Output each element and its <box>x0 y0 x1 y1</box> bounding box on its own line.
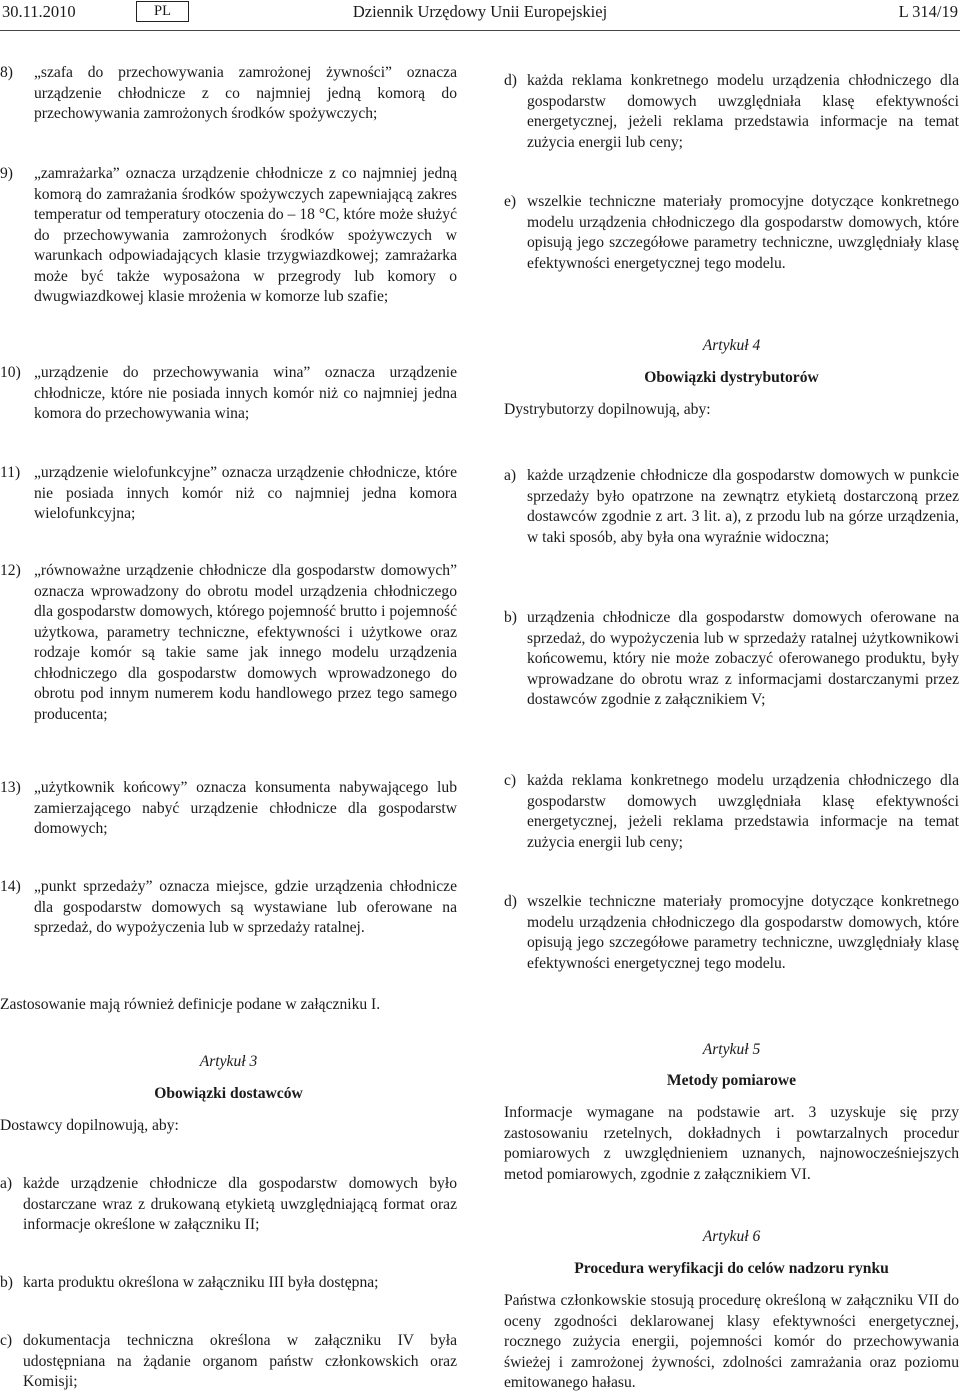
definition-13 <box>0 778 457 840</box>
point-letter: b) <box>0 1274 13 1291</box>
definition-number: 13) <box>0 779 21 796</box>
definition-number: 9) <box>0 165 13 182</box>
article-4-point-a <box>504 466 959 548</box>
definition-text: „punkt sprzedaży” oznacza miejsce, gdzie urządzenia chłodnicze dla gospodarstw domowych są wystawiane lub oferowane na sprzedaż, do wypożyczenia lub w sprzedaży ratalnej. <box>34 878 457 936</box>
definition-text: „urządzenie wielofunkcyjne” oznacza urządzenie chłodnicze, które nie posiada innych komór niż co najmniej jedna komora wielofunkcyjna; <box>34 464 457 522</box>
definition-9 <box>0 164 457 308</box>
article-6-text: Państwa członkowskie stosują procedurę określoną w załączniku VII do oceny zgodności deklarowanej klasy efektywności energetycznej, rocznego zużycia energii, pojemności komór do przechowywania świeżej i zamrożonej żywności, zdolności zamrażania oraz poziomu emitowanego hałasu. <box>504 1292 959 1391</box>
definition-number: 14) <box>0 878 21 895</box>
header-rule <box>0 30 960 31</box>
definition-number: 8) <box>0 64 13 81</box>
point-letter: d) <box>504 893 517 910</box>
article-3-point-b <box>0 1273 457 1294</box>
point-letter: e) <box>504 193 517 210</box>
definition-8 <box>0 63 457 125</box>
article-3-point-c <box>0 1331 457 1393</box>
definition-text: „urządzenie do przechowywania wina” oznacza urządzenie chłodnicze, które nie posiada innych komór niż co najmniej jedna komora do przechowywania wina; <box>34 364 457 422</box>
article-3-label: Artykuł 3 <box>199 1053 258 1070</box>
definition-11 <box>0 463 457 525</box>
definition-text: „szafa do przechowywania zamrożonej żywności” oznacza urządzenie chłodnicze z co najmniej jedną komorą do przechowywania zamrożonych środków spożywczych; <box>34 64 457 122</box>
definition-number: 10) <box>0 364 21 381</box>
article-6-label: Artykuł 6 <box>702 1228 761 1245</box>
point-text: każde urządzenie chłodnicze dla gospodarstw domowych było dostarczane wraz z drukowaną etykietą uwzględniającą format oraz informacje określone w załączniku II; <box>23 1175 457 1233</box>
article-4-point-b <box>504 608 959 711</box>
article-3-title: Obowiązki dostawców <box>154 1085 303 1102</box>
point-text: wszelkie techniczne materiały promocyjne dotyczące konkretnego modelu urządzenia chłodniczego dla gospodarstw domowych, które opisują jego szczegółowe parametry techniczne, uwzględniały klasę efektywności energetycznej tego modelu. <box>527 893 959 972</box>
point-letter: a) <box>0 1175 13 1192</box>
article-5-text: Informacje wymagane na podstawie art. 3 uzyskuje się przy zastosowaniu rzetelnych, dokładnych i powtarzalnych procedur pomiarowych z uwzględnieniem uznanych, najnowocześniejszych metod pomiarowych, zgodnie z załącznikiem VI. <box>504 1104 959 1183</box>
point-text: dokumentacja techniczna określona w załączniku IV była udostępniana na żądanie organom państw członkowskich oraz Komisji; <box>23 1332 457 1390</box>
point-text: każda reklama konkretnego modelu urządzenia chłodniczego dla gospodarstw domowych uwzględniała klasę efektywności energetycznej, jeżeli reklama przedstawia informacje na temat zużycia energii lub ceny; <box>527 772 959 851</box>
point-letter: b) <box>504 609 517 626</box>
article-3-point-d <box>504 71 959 153</box>
article-4-label: Artykuł 4 <box>702 337 761 354</box>
header-language-box: PL <box>136 1 189 22</box>
article-3-point-a <box>0 1174 457 1236</box>
definition-14 <box>0 877 457 939</box>
article-4-point-c <box>504 771 959 853</box>
header-page-number: L 314/19 <box>898 2 958 21</box>
point-letter: c) <box>0 1332 13 1349</box>
point-text: każde urządzenie chłodnicze dla gospodarstw domowych w punkcie sprzedaży było opatrzone na zewnątrz etykietą dostarczoną przez dostawców zgodnie z art. 3 lit. a), z przodu lub na górze urządzenia, w taki sposób, aby była ona wyraźnie widoczna; <box>527 467 959 546</box>
point-text: urządzenia chłodnicze dla gospodarstw domowych oferowane na sprzedaż, do wypożyczenia lub w sprzedaży ratalnej użytkownikowi końcowemu, który nie może zobaczyć oferowanego produktu, były wprowadzane do obrotu wraz z informacjami dostarczanymi przez dostawców zgodnie z załącznikiem V; <box>527 609 959 708</box>
definition-text: „zamrażarka” oznacza urządzenie chłodnicze z co najmniej jedną komorą do zamrażania środków spożywczych zapewniającą zakres temperatur od temperatury otoczenia do – 18 °C, które może służyć do przechowywania zamrożonych środków spożywczych w warunkach odpowiadających klasie trzygwiazdkowej; zamrażarka może być także wyposażona w przegrody lub komory o dwugwiazdkowej klasie mrożenia w komorze lub szafie; <box>34 165 457 305</box>
article-5-label: Artykuł 5 <box>702 1041 761 1058</box>
point-letter: c) <box>504 772 517 789</box>
point-letter: d) <box>504 72 517 89</box>
article-5-title: Metody pomiarowe <box>666 1072 797 1089</box>
definition-12 <box>0 561 457 725</box>
point-text: każda reklama konkretnego modelu urządzenia chłodniczego dla gospodarstw domowych uwzględniała klasę efektywności energetycznej, jeżeli reklama przedstawia informacje na temat zużycia energii lub ceny; <box>527 72 959 151</box>
definition-text: „użytkownik końcowy” oznacza konsumenta nabywającego lub zamierzającego nabyć urządzenie chłodnicze dla gospodarstw domowych; <box>34 779 457 837</box>
definition-number: 11) <box>0 464 21 481</box>
definition-10 <box>0 363 457 425</box>
article-4-point-d <box>504 892 959 974</box>
page-header <box>0 0 960 32</box>
article-3-point-e <box>504 192 959 274</box>
article-4-title: Obowiązki dystrybutorów <box>644 369 819 386</box>
definition-text: „równoważne urządzenie chłodnicze dla gospodarstw domowych” oznacza wprowadzony do obrotu model urządzenia chłodniczego dla gospodarstw domowych, którego pojemność brutto i pojemność użytkowa, parametry techniczne, efektywności i użytkowe oraz rodzaje komór są takie same jak innego modelu urządzenia chłodniczego dla gospodarstw domowych wprowadzonego do obrotu pod innym numerem kodu handlowego przez tego samego producenta; <box>34 562 457 723</box>
article-4-intro: Dystrybutorzy dopilnowują, aby: <box>504 401 711 418</box>
header-date: 30.11.2010 <box>2 2 76 21</box>
point-letter: a) <box>504 467 517 484</box>
definitions-closing: Zastosowanie mają również definicje podane w załączniku I. <box>0 996 381 1013</box>
point-text: wszelkie techniczne materiały promocyjne dotyczące konkretnego modelu urządzenia chłodniczego dla gospodarstw domowych, które opisują jego szczegółowe parametry techniczne, uwzględniały klasę efektywności energetycznej tego modelu. <box>527 193 959 272</box>
definition-number: 12) <box>0 562 21 579</box>
header-journal-title: Dziennik Urzędowy Unii Europejskiej <box>352 2 608 21</box>
article-6-title: Procedura weryfikacji do celów nadzoru rynku <box>574 1260 889 1277</box>
article-3-intro: Dostawcy dopilnowują, aby: <box>0 1117 179 1134</box>
point-text: karta produktu określona w załączniku III była dostępna; <box>23 1274 379 1291</box>
